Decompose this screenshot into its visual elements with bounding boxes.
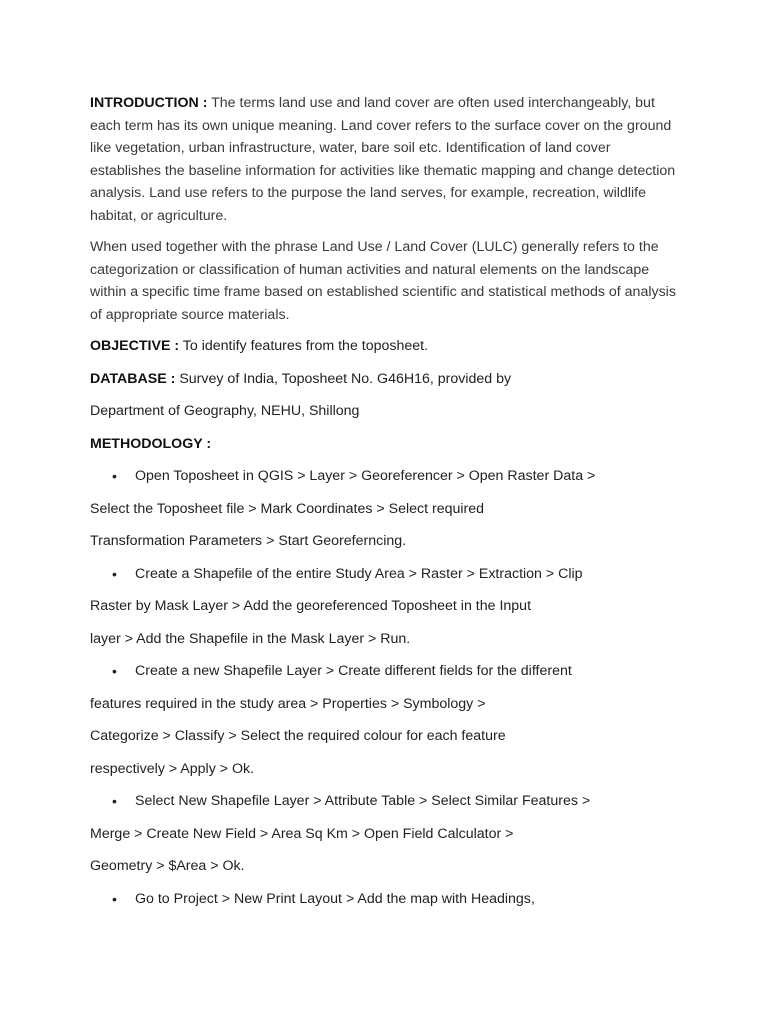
database-line <box>90 368 682 401</box>
methodology-step-continuation: Select the Toposheet file > Mark Coordinates > Select required <box>90 500 485 517</box>
objective-heading: OBJECTIVE : <box>90 338 180 354</box>
database-text: Survey of India, Toposheet No. G46H16, provided by <box>175 370 512 387</box>
bullet-icon: • <box>112 468 117 484</box>
methodology-step-continuation: respectively > Apply > Ok. <box>90 760 255 777</box>
methodology-step-text: Select New Shapefile Layer > Attribute Table > Select Similar Features > <box>135 793 591 809</box>
methodology-step <box>90 563 682 596</box>
methodology-step-text: Create a Shapefile of the entire Study Area > Raster > Extraction > Clip <box>135 565 583 582</box>
lulc-paragraph: When used together with the phrase Land Use / Land Cover (LULC) generally refers to the categorization or classification of human activities and natural elements on the landscape within a specific time frame based on established scientific and statistical methods of analysis of appropriate source materials. <box>90 239 676 323</box>
methodology-step-continuation: Categorize > Classify > Select the required colour for each feature <box>90 728 506 744</box>
introduction-text: The terms land use and land cover are often used interchangeably, but each term has its own unique meaning. Land cover refers to the surface cover on the ground like vegetation, urban infrastructure, water, bare soil etc. Identification of land cover establishes the baseline information for activities like thematic mapping and change detection analysis. Land use refers to the purpose the land serves, for example, recreation, wildlife habitat, or agriculture. <box>90 95 676 224</box>
database-heading: DATABASE : <box>90 370 176 387</box>
objective-line <box>90 335 682 368</box>
methodology-step-continuation: Geometry > $Area > Ok. <box>90 858 245 874</box>
bullet-icon: • <box>112 663 117 679</box>
methodology-step <box>90 888 682 921</box>
methodology-step <box>90 465 682 498</box>
document-page <box>90 92 682 920</box>
methodology-step-continuation: Raster by Mask Layer > Add the georeferenced Toposheet in the Input <box>90 598 532 614</box>
methodology-step-continuation: features required in the study area > Properties > Symbology > <box>90 695 486 712</box>
introduction-heading: INTRODUCTION : <box>90 95 208 111</box>
bullet-icon: • <box>112 890 117 907</box>
methodology-step-continuation: layer > Add the Shapefile in the Mask Layer > Run. <box>90 630 411 647</box>
methodology-step-continuation: Transformation Parameters > Start Georeferncing. <box>90 533 407 549</box>
methodology-step-continuation: Merge > Create New Field > Area Sq Km > Open Field Calculator > <box>90 825 514 842</box>
methodology-step-text: Create a new Shapefile Layer > Create different fields for the different <box>135 663 572 679</box>
methodology-steps <box>90 465 682 920</box>
methodology-line <box>90 433 682 466</box>
methodology-step-text: Go to Project > New Print Layout > Add the map with Headings, <box>135 890 535 907</box>
bullet-icon: • <box>112 793 117 809</box>
methodology-step-text: Open Toposheet in QGIS > Layer > Georeferencer > Open Raster Data > <box>135 468 596 484</box>
objective-text: To identify features from the toposheet. <box>179 338 429 354</box>
introduction-paragraph <box>90 92 682 227</box>
methodology-step <box>90 660 682 693</box>
database-line-2: Department of Geography, NEHU, Shillong <box>90 403 360 419</box>
methodology-heading: METHODOLOGY : <box>90 435 212 452</box>
methodology-step <box>90 790 682 823</box>
bullet-icon: • <box>112 565 117 582</box>
